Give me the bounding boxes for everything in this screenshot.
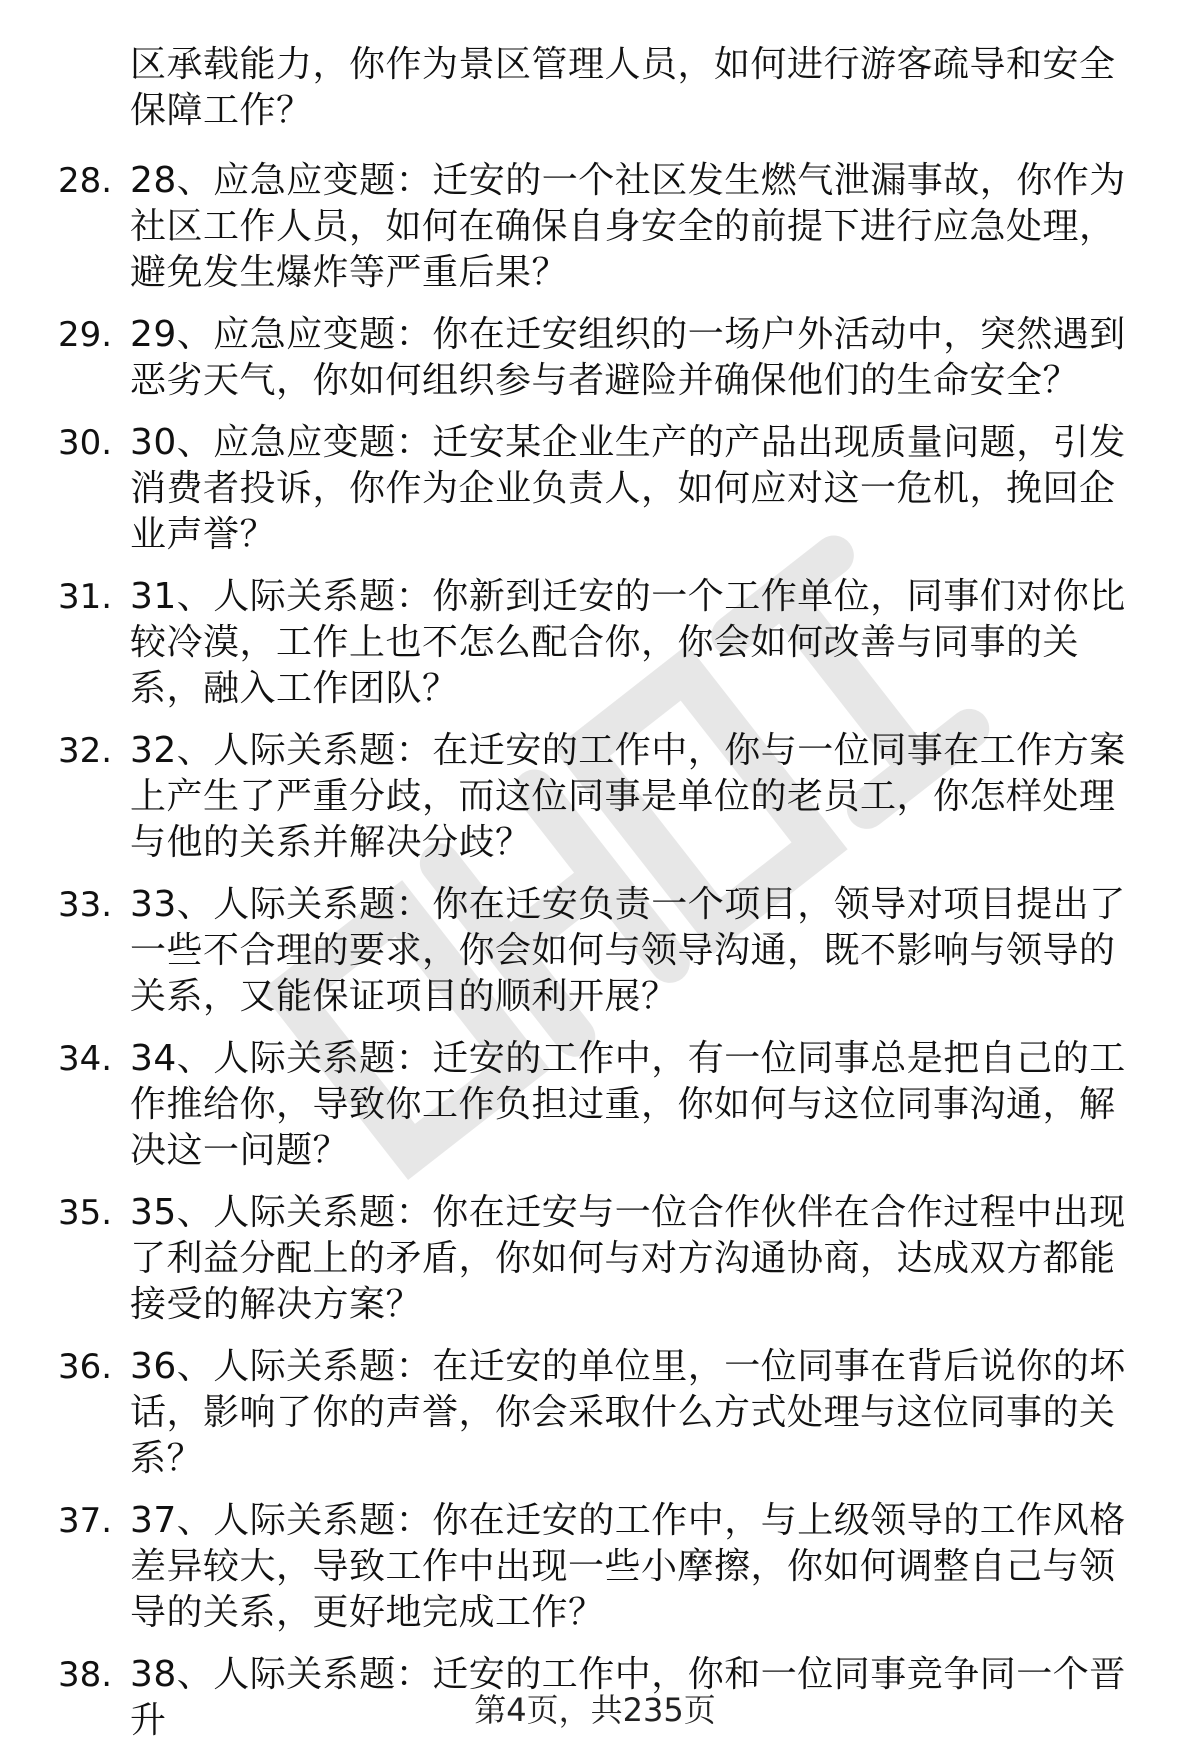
question-number: 30. <box>58 423 113 463</box>
question-number: 34. <box>58 1039 113 1079</box>
question-text: 34、人际关系题：迁安的工作中，有一位同事总是把自己的工作推给你，导致你工作负担过重，你如何与这位同事沟通，解决这一问题？ <box>130 1038 1126 1171</box>
list-item <box>0 1498 1190 1636</box>
question-list <box>0 158 1190 1760</box>
question-text: 37、人际关系题：你在迁安的工作中，与上级领导的工作风格差异较大，导致工作中出现一些小摩擦，你如何调整自己与领导的关系，更好地完成工作？ <box>130 1500 1126 1633</box>
question-text: 32、人际关系题：在迁安的工作中，你与一位同事在工作方案上产生了严重分歧，而这位同事是单位的老员工，你怎样处理与他的关系并解决分歧？ <box>130 730 1126 863</box>
list-item <box>0 1036 1190 1174</box>
list-item <box>0 158 1190 296</box>
question-number: 37. <box>58 1501 113 1541</box>
question-number: 32. <box>58 731 113 771</box>
list-item <box>0 574 1190 712</box>
question-number: 38. <box>58 1655 113 1695</box>
list-item <box>0 312 1190 404</box>
list-item <box>0 1344 1190 1482</box>
question-text: 38、人际关系题：迁安的工作中，你和一位同事竞争同一个晋升 <box>130 1654 1126 1741</box>
question-number: 31. <box>58 577 113 617</box>
question-number: 35. <box>58 1193 113 1233</box>
question-text: 36、人际关系题：在迁安的单位里，一位同事在背后说你的坏话，影响了你的声誉，你会采取什么方式处理与这位同事的关系？ <box>130 1346 1126 1479</box>
question-number: 28. <box>58 161 113 201</box>
question-text: 31、人际关系题：你新到迁安的一个工作单位，同事们对你比较冷漠，工作上也不怎么配合你，你会如何改善与同事的关系，融入工作团队？ <box>130 576 1126 709</box>
page-footer: 第4页，共235页 <box>474 1691 716 1729</box>
list-item <box>0 882 1190 1020</box>
question-text: 33、人际关系题：你在迁安负责一个项目，领导对项目提出了一些不合理的要求，你会如何与领导沟通，既不影响与领导的关系，又能保证项目的顺利开展？ <box>130 884 1126 1017</box>
question-text: 28、应急应变题：迁安的一个社区发生燃气泄漏事故，你作为社区工作人员，如何在确保自身安全的前提下进行应急处理，避免发生爆炸等严重后果？ <box>130 160 1126 293</box>
list-item <box>0 1190 1190 1328</box>
question-text: 30、应急应变题：迁安某企业生产的产品出现质量问题，引发消费者投诉，你作为企业负责人，如何应对这一危机，挽回企业声誉？ <box>130 422 1126 555</box>
question-text: 29、应急应变题：你在迁安组织的一场户外活动中，突然遇到恶劣天气，你如何组织参与者避险并确保他们的生命安全？ <box>130 314 1126 401</box>
list-item <box>0 420 1190 558</box>
question-number: 29. <box>58 315 113 355</box>
question-text: 35、人际关系题：你在迁安与一位合作伙伴在合作过程中出现了利益分配上的矛盾，你如何与对方沟通协商，达成双方都能接受的解决方案？ <box>130 1192 1126 1325</box>
continued-question-text: 区承载能力，你作为景区管理人员，如何进行游客疏导和安全保障工作？ <box>130 44 1116 131</box>
question-number: 33. <box>58 885 113 925</box>
list-item <box>0 728 1190 866</box>
question-number: 36. <box>58 1347 113 1387</box>
